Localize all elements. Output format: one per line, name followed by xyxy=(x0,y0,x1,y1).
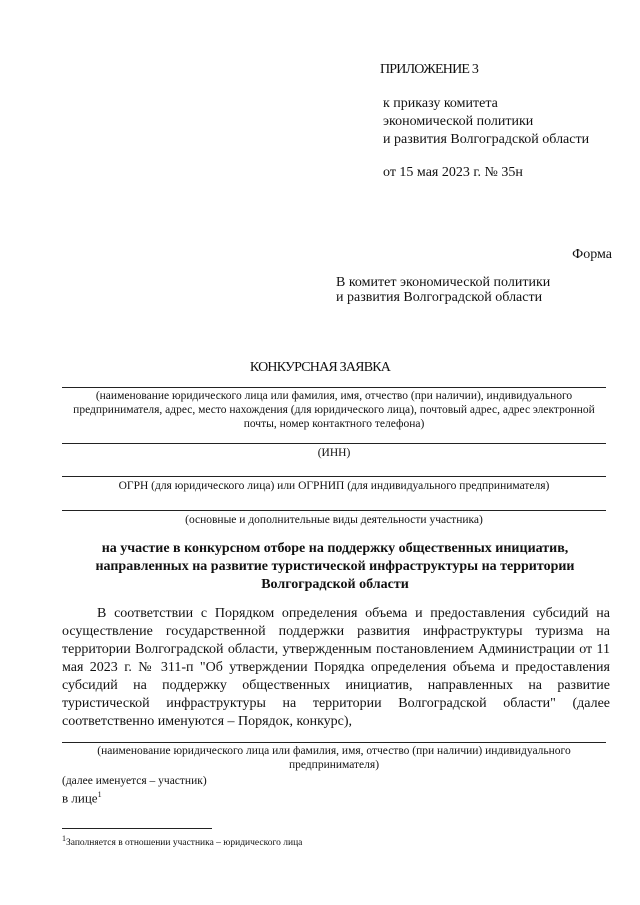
order-date: от 15 мая 2023 г. № 35н xyxy=(383,165,523,180)
activity-hint: (основные и дополнительные виды деятельности участника) xyxy=(185,514,483,526)
order-reference xyxy=(383,95,589,149)
recipient-block xyxy=(336,275,550,305)
order-line-3: и развития Волгоградской области xyxy=(383,132,590,147)
participant-input-line[interactable] xyxy=(62,742,606,743)
participant-hint: (наименование юридического лица или фамилия, имя, отчество (при наличии) индивидуального предпринимателя) xyxy=(97,745,571,771)
applicant-hint: (наименование юридического лица или фамилия, имя, отчество (при наличии), индивидуального предпринимателя, адрес, место нахождения (для юридического лица), почтовый адрес, адрес электронной почты, номер контактного телефона) xyxy=(73,390,595,430)
document-title: КОНКУРСНАЯ ЗАЯВКА xyxy=(249,360,391,375)
represented-by xyxy=(62,790,102,806)
inn-hint: (ИНН) xyxy=(317,447,351,459)
ogrn-hint: ОГРН (для юридического лица) или ОГРНИП (для индивидуального предпринимателя) xyxy=(118,480,550,492)
applicant-input-line[interactable] xyxy=(62,387,606,388)
activity-input-line[interactable] xyxy=(62,510,606,511)
ogrn-input-line[interactable] xyxy=(62,476,606,477)
footnote xyxy=(62,834,302,848)
footnote-mark: 1 xyxy=(62,834,66,843)
participant-called-text: (далее именуется – участник) xyxy=(62,775,207,787)
footnote-separator xyxy=(62,828,212,829)
application-subject-heading: на участие в конкурсном отборе на поддержку общественных инициатив, направленных на развитие туристической инфраструктуры на территории Волгоградской области xyxy=(95,541,575,592)
body-paragraph: В соответствии с Порядком определения объема и предоставления субсидий на осуществление государственной поддержки развития инфраструктуры туризма на территории Волгоградской области, утвержденным постановлением Администрации от 11 мая 2023 г. № 311-п "Об утверждении Порядка определения объема и предоставления субсидий на поддержку общественных инициатив, направленных на развитие туристической инфраструктуры на территории Волгоградской области" (далее соответственно именуются – Порядок, конкурс), xyxy=(62,606,610,729)
inn-input-line[interactable] xyxy=(62,443,606,444)
order-line-1: к приказу комитета xyxy=(383,96,498,111)
footnote-text: Заполняется в отношении участника – юридического лица xyxy=(66,838,303,849)
recipient-line-1: В комитет экономической политики xyxy=(336,275,551,290)
footnote-ref: 1 xyxy=(97,790,102,799)
recipient-line-2: и развития Волгоградской области xyxy=(336,290,543,305)
form-label: Форма xyxy=(572,247,612,262)
appendix-number: ПРИЛОЖЕНИЕ 3 xyxy=(380,62,479,77)
order-line-2: экономической политики xyxy=(383,114,534,129)
represented-by-label: в лице xyxy=(62,790,98,806)
